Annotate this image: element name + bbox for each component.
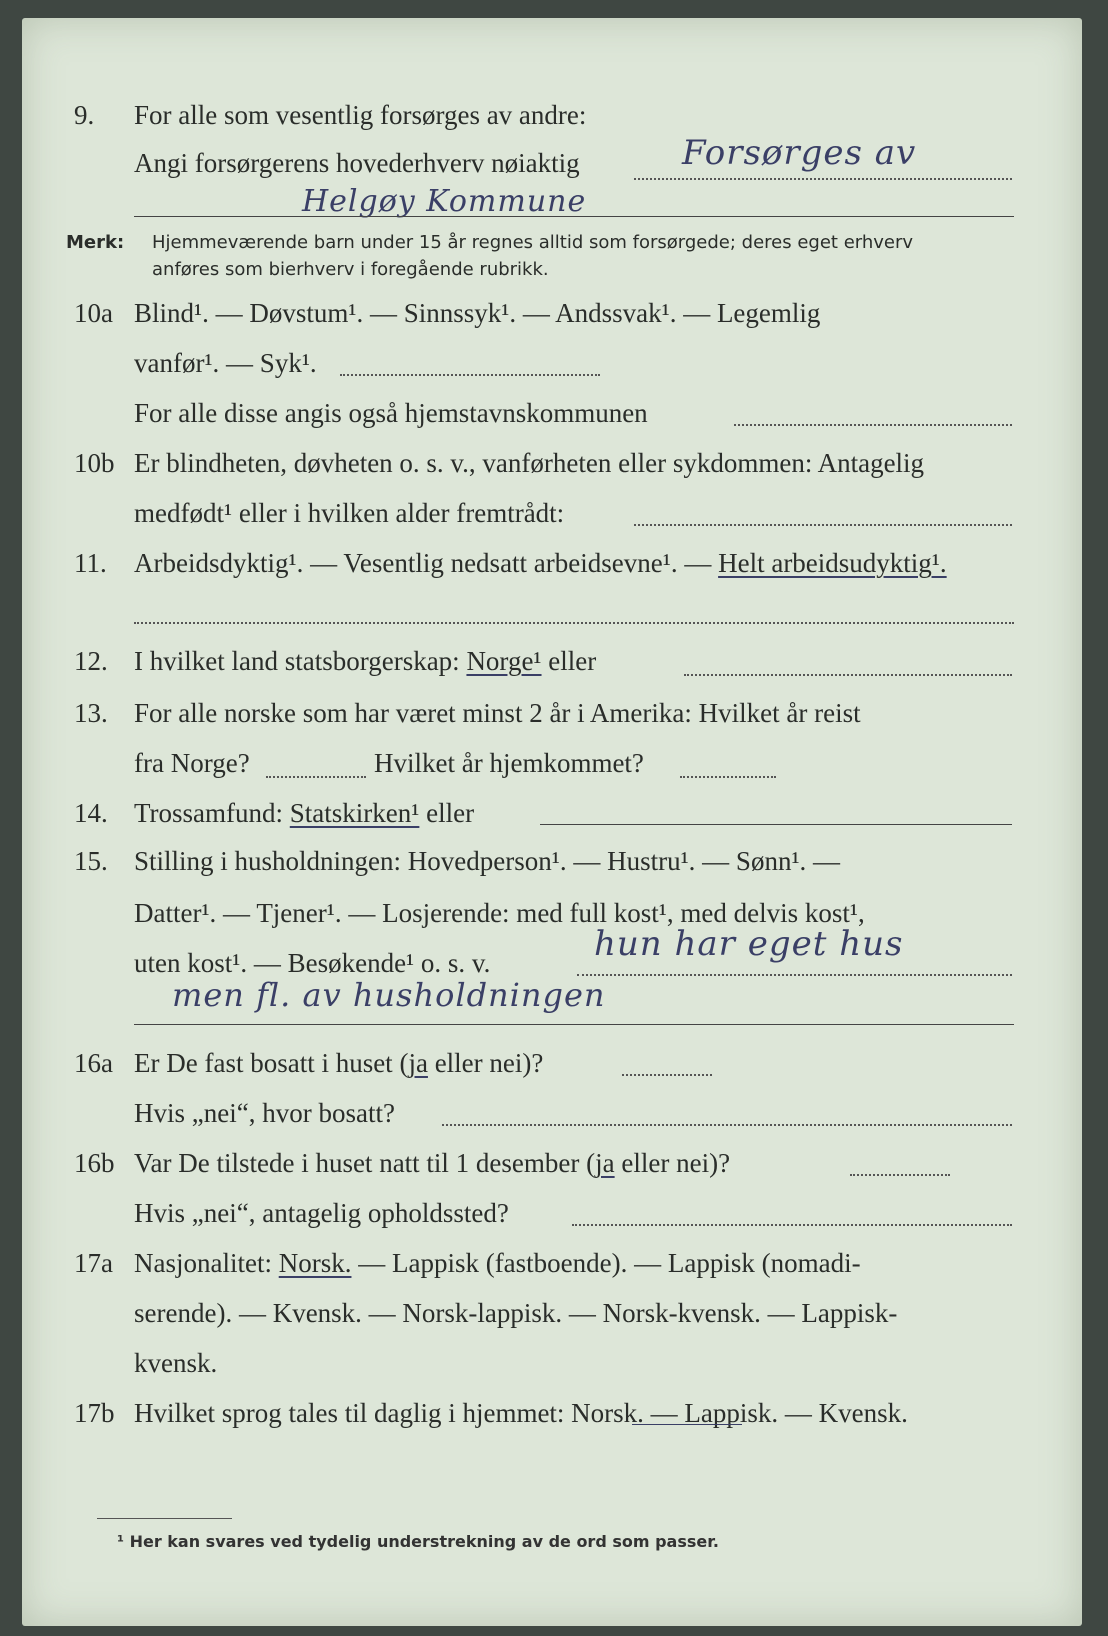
footnote-rule bbox=[97, 1518, 232, 1519]
q10b-answer-line bbox=[634, 524, 1012, 526]
q15-answer-line2 bbox=[134, 1024, 1014, 1025]
q16a-line1 bbox=[134, 1048, 543, 1079]
q16a-answer-line bbox=[622, 1074, 712, 1076]
q15-handwritten-answer1: hun har eget hus bbox=[594, 924, 904, 964]
q10a-answer-line bbox=[340, 374, 600, 376]
q16b-location-line bbox=[572, 1224, 1012, 1226]
q16b-answer-line bbox=[850, 1174, 950, 1176]
q11-answer-line bbox=[134, 622, 1014, 624]
q16a-selected-option: ja bbox=[408, 1048, 428, 1078]
q9-line1: For alle som vesentlig forsørges av andre: bbox=[134, 100, 587, 130]
q15-line3: uten kost¹. — Besøkende¹ o. s. v. bbox=[134, 948, 491, 978]
q14-answer-line bbox=[540, 824, 1012, 825]
q14-text bbox=[134, 798, 474, 829]
footnote: ¹ Her kan svares ved tydelig understrekning av de ord som passer. bbox=[117, 1532, 719, 1551]
q10a-line2: vanfør¹. — Syk¹. bbox=[134, 348, 317, 378]
q12-question: I hvilket land statsborgerskap: bbox=[134, 646, 467, 676]
q16b-question: Var De tilstede i huset natt til 1 desember ( bbox=[134, 1148, 596, 1178]
q12-number: 12. bbox=[74, 646, 108, 676]
q17b-line1: Hvilket sprog tales til daglig i hjemmet: Norsk. — Lappisk. — Kvensk. bbox=[134, 1398, 908, 1428]
q17a-selected-option: Norsk. bbox=[278, 1248, 352, 1278]
q9-answer-line1 bbox=[634, 178, 1012, 180]
q15-line1: Stilling i husholdningen: Hovedperson¹. — Hustru¹. — Sønn¹. — bbox=[134, 846, 841, 876]
q17b-handwritten-underline bbox=[632, 1424, 742, 1425]
q13-line1: For alle norske som har været minst 2 år i Amerika: Hvilket år reist bbox=[134, 698, 861, 728]
q10b-number: 10b bbox=[74, 448, 115, 478]
q15-line2: Datter¹. — Tjener¹. — Losjerende: med full kost¹, med delvis kost¹, bbox=[134, 898, 865, 928]
q16a-line2: Hvis „nei“, hvor bosatt? bbox=[134, 1098, 395, 1128]
q12-selected-option: Norge¹ bbox=[466, 646, 542, 676]
q11-options: Arbeidsdyktig¹. — Vesentlig nedsatt arbeidsevne¹. — bbox=[134, 548, 719, 578]
q16b-selected-option: ja bbox=[595, 1148, 615, 1178]
q13-year-returned-line bbox=[680, 776, 776, 778]
q16a-question: Er De fast bosatt i huset ( bbox=[134, 1048, 409, 1078]
q17a-number: 17a bbox=[74, 1248, 113, 1278]
merk-line1: Hjemmeværende barn under 15 år regnes alltid som forsørgede; deres eget erhverv bbox=[152, 232, 914, 253]
merk-label: Merk: bbox=[66, 232, 125, 253]
q10a-number: 10a bbox=[74, 298, 113, 328]
q13-number: 13. bbox=[74, 698, 108, 728]
q9-handwritten-answer2: Helgøy Kommune bbox=[302, 184, 587, 219]
q12-eller: eller bbox=[541, 646, 597, 676]
q12-text bbox=[134, 646, 596, 677]
q17a-line1 bbox=[134, 1248, 861, 1279]
q17a-question: Nasjonalitet: bbox=[134, 1248, 279, 1278]
q9-number: 9. bbox=[74, 100, 95, 130]
q13-year-left-line bbox=[266, 776, 366, 778]
merk-line2: anføres som bierhverv i foregående rubrikk. bbox=[152, 259, 549, 280]
q14-selected-option: Statskirken¹ bbox=[289, 798, 420, 828]
q9-handwritten-answer1: Forsørges av bbox=[682, 133, 917, 173]
q16b-number: 16b bbox=[74, 1148, 115, 1178]
q13-line2b: Hvilket år hjemkommet? bbox=[374, 748, 644, 778]
q16b-line1 bbox=[134, 1148, 730, 1179]
q9-answer-line2 bbox=[134, 216, 1014, 217]
q13-line2a: fra Norge? bbox=[134, 748, 250, 778]
q17b-number: 17b bbox=[74, 1398, 115, 1428]
q16a-residence-line bbox=[442, 1124, 1012, 1126]
q10a-home-municipality-line bbox=[734, 424, 1012, 426]
q9-line2: Angi forsørgerens hovederhverv nøiaktig bbox=[134, 148, 580, 178]
q16b-question-end: eller nei)? bbox=[614, 1148, 731, 1178]
q16b-line2: Hvis „nei“, antagelig opholdssted? bbox=[134, 1198, 509, 1228]
q10b-line1: Er blindheten, døvheten o. s. v., vanførheten eller sykdommen: Antagelig bbox=[134, 448, 925, 478]
q10a-line1: Blind¹. — Døvstum¹. — Sinnssyk¹. — Andssvak¹. — Legemlig bbox=[134, 298, 821, 328]
q17a-options: — Lappisk (fastboende). — Lappisk (nomadi- bbox=[351, 1248, 861, 1278]
q16a-number: 16a bbox=[74, 1048, 113, 1078]
q11-text bbox=[134, 548, 947, 579]
census-form-page bbox=[22, 18, 1082, 1626]
q15-handwritten-answer2: men fl. av husholdningen bbox=[172, 976, 606, 1014]
q17a-line2: serende). — Kvensk. — Norsk-lappisk. — Norsk-kvensk. — Lappisk- bbox=[134, 1298, 898, 1328]
q15-answer-line1 bbox=[577, 974, 1012, 976]
q17a-line3: kvensk. bbox=[134, 1348, 218, 1378]
q16a-question-end: eller nei)? bbox=[427, 1048, 544, 1078]
q15-number: 15. bbox=[74, 846, 108, 876]
q12-answer-line bbox=[684, 674, 1012, 676]
q14-number: 14. bbox=[74, 798, 108, 828]
q11-number: 11. bbox=[74, 548, 107, 578]
q14-question: Trossamfund: bbox=[134, 798, 290, 828]
q11-selected-option: Helt arbeidsudyktig¹. bbox=[718, 548, 947, 578]
q10b-line2: medfødt¹ eller i hvilken alder fremtrådt: bbox=[134, 498, 565, 528]
q14-eller: eller bbox=[419, 798, 475, 828]
q10a-line3: For alle disse angis også hjemstavnskommunen bbox=[134, 398, 648, 428]
